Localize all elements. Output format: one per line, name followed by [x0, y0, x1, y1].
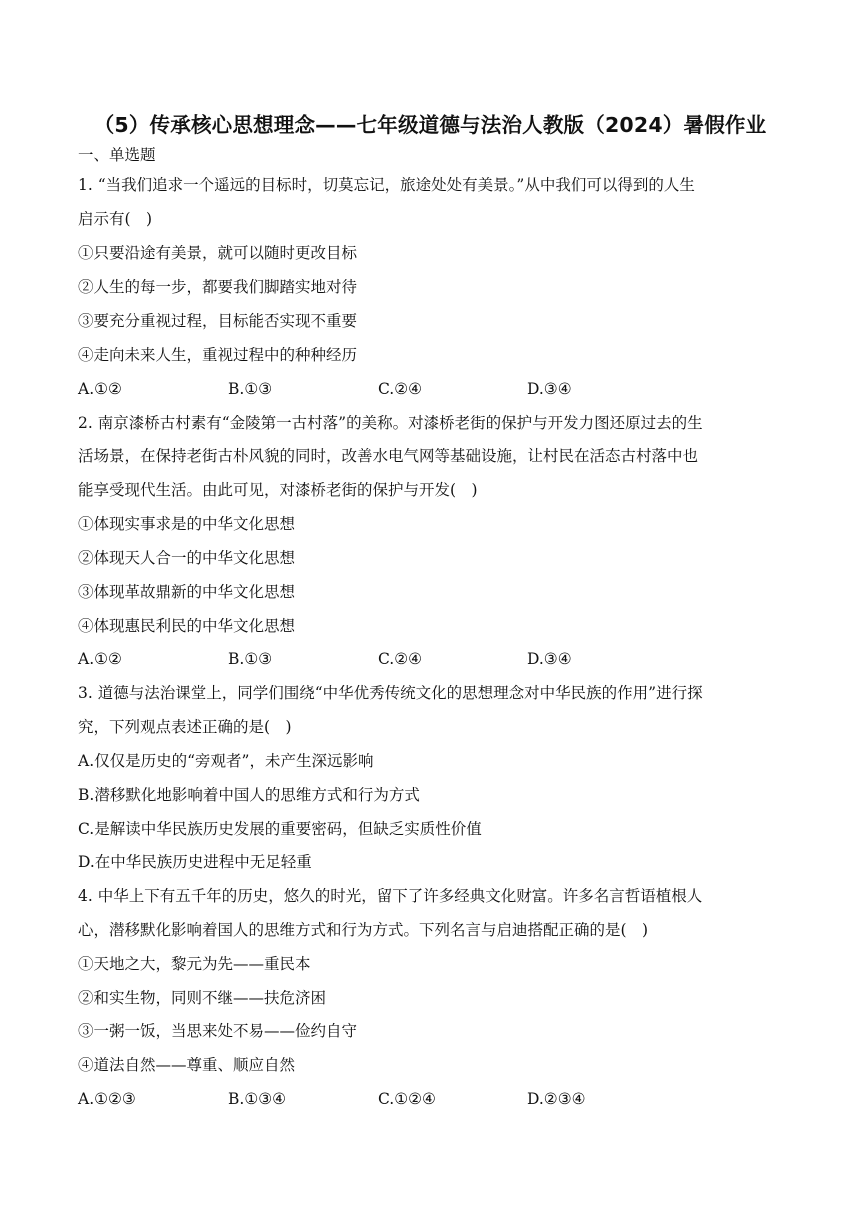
question-2-statement-1: ①体现实事求是的中华文化思想 [78, 515, 296, 533]
question-4-options [78, 1087, 778, 1111]
question-1-stem-line-2: 启示有( ) [78, 210, 153, 228]
question-3-choice-c: C.是解读中华民族历史发展的重要密码，但缺乏实质性价值 [78, 820, 482, 838]
question-2-statement-2: ②体现天人合一的中华文化思想 [78, 549, 296, 567]
question-2-option-c: C.②④ [378, 650, 423, 668]
page-title: （5）传承核心思想理念——七年级道德与法治人教版（2024）暑假作业 [93, 113, 767, 137]
question-1-statement-1: ①只要沿途有美景，就可以随时更改目标 [78, 244, 358, 262]
question-4-option-c: C.①②④ [378, 1090, 436, 1108]
question-1-statement-4: ④走向未来人生，重视过程中的种种经历 [78, 346, 358, 364]
question-2-stem-line-1: 2. 南京漆桥古村素有“金陵第一古村落”的美称。对漆桥老街的保护与开发力图还原过去的生 [78, 414, 703, 432]
question-4-option-d: D.②③④ [527, 1090, 586, 1108]
question-3-choice-d: D.在中华民族历史进程中无足轻重 [78, 853, 312, 871]
question-1-option-b: B.①③ [228, 380, 273, 398]
question-4-stem-line-1: 4. 中华上下有五千年的历史，悠久的时光，留下了许多经典文化财富。许多名言哲语植根人 [78, 887, 703, 905]
question-1-statement-2: ②人生的每一步，都要我们脚踏实地对待 [78, 278, 358, 296]
question-4-statement-3: ③一粥一饭，当思来处不易——俭约自守 [78, 1022, 358, 1040]
question-3-stem-line-1: 3. 道德与法治课堂上，同学们围绕“中华优秀传统文化的思想理念对中华民族的作用”进行探 [78, 684, 703, 702]
question-4-statement-2: ②和实生物，同则不继——扶危济困 [78, 989, 327, 1007]
question-1-option-a: A.①② [78, 380, 122, 398]
question-2-statement-4: ④体现惠民利民的中华文化思想 [78, 617, 296, 635]
question-2-options [78, 647, 778, 671]
question-3-stem-line-2: 究，下列观点表述正确的是( ) [78, 718, 292, 736]
question-1-options [78, 377, 778, 401]
question-1-stem-line-1: 1. “当我们追求一个遥远的目标时，切莫忘记，旅途处处有美景。”从中我们可以得到的人生 [78, 176, 695, 194]
question-1-option-d: D.③④ [527, 380, 572, 398]
question-2-option-b: B.①③ [228, 650, 273, 668]
question-2-option-d: D.③④ [527, 650, 572, 668]
question-4-statement-1: ①天地之大，黎元为先——重民本 [78, 955, 311, 973]
question-3-choice-b: B.潜移默化地影响着中国人的思维方式和行为方式 [78, 786, 420, 804]
question-1-statement-3: ③要充分重视过程，目标能否实现不重要 [78, 312, 358, 330]
question-4-option-a: A.①②③ [78, 1090, 136, 1108]
section-heading: 一、单选题 [78, 146, 156, 164]
question-2-stem-line-2: 活场景，在保持老街古朴风貌的同时，改善水电气网等基础设施，让村民在活态古村落中也 [78, 447, 699, 465]
question-2-stem-line-3: 能享受现代生活。由此可见，对漆桥老街的保护与开发( ) [78, 481, 478, 499]
question-1-option-c: C.②④ [378, 380, 423, 398]
question-4-stem-line-2: 心，潜移默化影响着国人的思维方式和行为方式。下列名言与启迪搭配正确的是( ) [78, 921, 649, 939]
question-2-option-a: A.①② [78, 650, 122, 668]
question-4-statement-4: ④道法自然——尊重、顺应自然 [78, 1056, 296, 1074]
question-4-option-b: B.①③④ [228, 1090, 287, 1108]
question-2-statement-3: ③体现革故鼎新的中华文化思想 [78, 583, 296, 601]
question-3-choice-a: A.仅仅是历史的“旁观者”，未产生深远影响 [78, 752, 374, 770]
